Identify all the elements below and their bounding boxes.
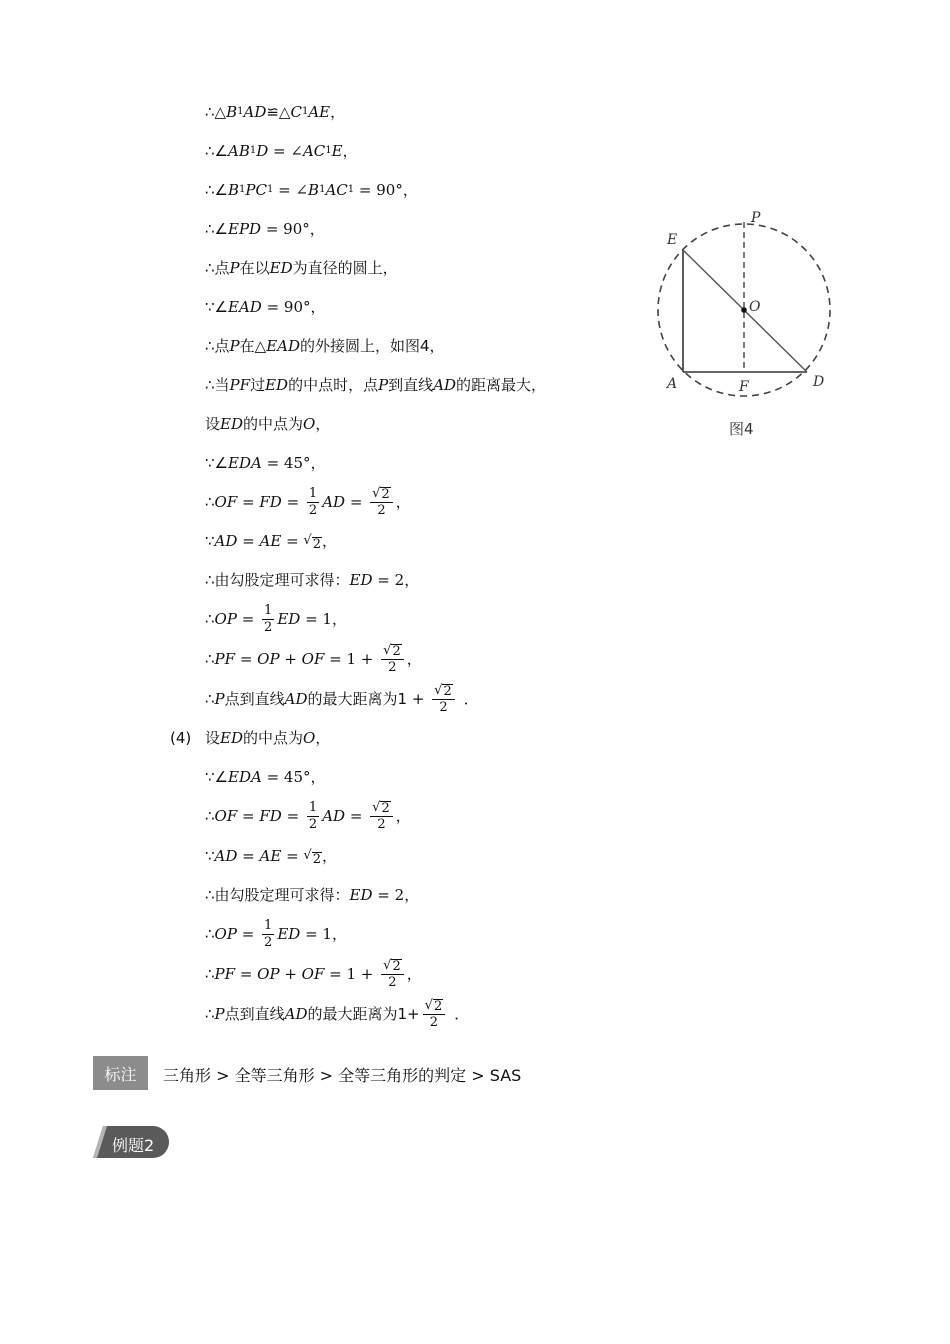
subscript: 1 — [237, 106, 244, 117]
radical-sign: √ — [383, 642, 392, 658]
text: = — [281, 847, 304, 865]
text: 设 — [205, 729, 221, 747]
label-a: A — [667, 376, 678, 392]
text: 的中点为 — [243, 729, 304, 747]
numerator: 1 — [264, 602, 273, 618]
text: ∴ — [205, 650, 215, 668]
text: ， — [404, 571, 420, 589]
math: ED — [349, 886, 373, 904]
denominator: 2 — [439, 699, 448, 715]
text: = — [236, 925, 260, 943]
fraction-sqrt2-over-2 — [432, 684, 455, 715]
text: 设 — [205, 415, 221, 433]
math: AD — [243, 103, 267, 121]
math: C — [290, 103, 302, 121]
annotation-label: 标注 — [93, 1056, 148, 1090]
denominator: 2 — [264, 619, 273, 635]
text: = 45° — [261, 768, 311, 786]
text: = — [281, 493, 304, 511]
numerator — [370, 487, 393, 503]
subscript: 1 — [266, 184, 274, 195]
math: B — [308, 181, 320, 199]
sqrt — [383, 959, 402, 973]
figure-4 — [650, 200, 850, 404]
math: ED — [220, 729, 243, 747]
text: ， — [395, 493, 411, 511]
fraction-sqrt2-over-2 — [423, 999, 446, 1030]
math: ED — [277, 610, 301, 628]
fraction-one-half — [307, 487, 319, 518]
sqrt — [303, 846, 322, 866]
numerator — [381, 644, 404, 660]
sqrt — [425, 999, 444, 1013]
subscript: 1 — [239, 184, 246, 195]
text: 在△ — [239, 337, 267, 355]
text: ， — [322, 847, 338, 865]
text: = — [236, 610, 260, 628]
radicand: 2 — [433, 998, 443, 1014]
denominator: 2 — [308, 816, 318, 832]
radicand: 2 — [312, 852, 321, 867]
text: ， — [406, 965, 422, 983]
fraction-one-half — [307, 801, 319, 832]
math: AB — [228, 142, 250, 160]
text: + — [279, 650, 302, 668]
subscript: 1 — [319, 184, 326, 195]
knowledge-path: 三角形 > 全等三角形 > 全等三角形的判定 > SAS — [163, 1066, 522, 1085]
denominator: 2 — [308, 502, 318, 518]
math: FD — [259, 493, 282, 511]
text: = 1 + — [324, 965, 379, 983]
text: = — [237, 807, 260, 825]
text: ． — [454, 1005, 470, 1023]
radicand: 2 — [443, 683, 452, 699]
math: EDA — [228, 768, 262, 786]
text: ， — [309, 220, 325, 238]
math: AE — [308, 103, 331, 121]
text: 过 — [250, 376, 266, 394]
text: = — [235, 965, 258, 983]
text: 的距离最大， — [456, 376, 547, 394]
math: EAD — [228, 298, 262, 316]
fraction-one-half — [262, 919, 274, 950]
text: = 2 — [372, 571, 405, 589]
text: ≌△ — [266, 103, 291, 121]
text: = — [237, 532, 260, 550]
text: 到直线 — [388, 376, 434, 394]
math: OF — [214, 493, 238, 511]
text: ∴ — [205, 690, 215, 708]
subscript: 1 — [347, 184, 355, 195]
math: OF — [301, 965, 325, 983]
radical-sign: √ — [372, 485, 381, 501]
math: AD — [322, 807, 346, 825]
math: AE — [259, 847, 282, 865]
text: ∴ — [205, 493, 215, 511]
math: O — [303, 729, 316, 747]
denominator: 2 — [388, 659, 397, 675]
math: OP — [214, 610, 237, 628]
proof-line-1 — [205, 93, 345, 131]
label-p: P — [751, 210, 761, 226]
text: ， — [404, 886, 420, 904]
math: P — [378, 376, 389, 394]
fraction-sqrt2-over-2 — [381, 959, 404, 990]
math: OP — [257, 650, 280, 668]
text: = ∠ — [268, 142, 303, 160]
label-e: E — [667, 232, 678, 248]
text: = — [345, 493, 368, 511]
math: AD — [284, 690, 308, 708]
proof-line-4 — [205, 210, 325, 248]
text: ， — [395, 807, 411, 825]
text: 点到直线 — [224, 1005, 285, 1023]
math: EAD — [266, 337, 300, 355]
text: ， — [342, 142, 358, 160]
proof-line-12 — [205, 522, 337, 560]
math: ED — [349, 571, 373, 589]
text: 在以 — [239, 259, 270, 277]
math: OP — [214, 925, 237, 943]
math: PF — [214, 650, 236, 668]
numerator — [370, 801, 393, 817]
math: ED — [269, 259, 293, 277]
text: ∴当 — [205, 376, 230, 394]
radical-sign: √ — [424, 997, 433, 1013]
math: PF — [229, 376, 251, 394]
text: ， — [330, 103, 346, 121]
radical-sign: √ — [303, 533, 312, 548]
math: B — [228, 181, 240, 199]
label-d: D — [813, 374, 825, 390]
text: ∴ — [205, 925, 215, 943]
text: = ∠ — [273, 181, 309, 199]
math: EDA — [228, 454, 262, 472]
fraction-one-half — [262, 604, 274, 635]
text: ∵ — [205, 532, 215, 550]
text: ∴△ — [205, 103, 227, 121]
text: = — [281, 532, 304, 550]
text: 为直径的圆上， — [292, 259, 398, 277]
text: ， — [315, 415, 331, 433]
text: ， — [331, 610, 347, 628]
math: AD — [322, 493, 346, 511]
math: AD — [214, 847, 238, 865]
text: = — [345, 807, 368, 825]
text: 的最大距离为1+ — [307, 1005, 420, 1023]
denominator: 2 — [388, 974, 397, 990]
text: ∴由勾股定理可求得： — [205, 571, 350, 589]
math: AD — [433, 376, 457, 394]
text: = 1 — [300, 610, 332, 628]
text: = 2 — [372, 886, 405, 904]
text: = 90° — [261, 298, 311, 316]
text: ∵∠ — [205, 454, 228, 472]
text: = — [237, 847, 260, 865]
text: ∴∠ — [205, 181, 228, 199]
text: = 1 + — [324, 650, 379, 668]
fraction-sqrt2-over-2 — [370, 801, 393, 832]
text: ∴点 — [205, 259, 230, 277]
math: P — [214, 690, 225, 708]
proof-line-22 — [205, 915, 347, 953]
denominator: 2 — [377, 502, 386, 518]
part-number: (4) — [170, 729, 192, 747]
text: 的中点为 — [243, 415, 304, 433]
text: ∴∠ — [205, 142, 228, 160]
denominator: 2 — [429, 1014, 439, 1030]
text: ∴由勾股定理可求得： — [205, 886, 350, 904]
text: 点到直线 — [224, 690, 285, 708]
text: ， — [322, 532, 338, 550]
proof-line-8 — [205, 366, 546, 404]
text: ， — [406, 650, 422, 668]
text: ， — [315, 729, 331, 747]
proof-line-7 — [205, 327, 445, 365]
math: OF — [301, 650, 325, 668]
proof-line-3 — [205, 171, 418, 209]
text: ∵ — [205, 847, 215, 865]
center-point-o — [741, 307, 747, 313]
proof-line-14 — [205, 600, 347, 638]
math: O — [303, 415, 316, 433]
subscript: 1 — [301, 106, 309, 117]
math: E — [331, 142, 343, 160]
math: ED — [277, 925, 301, 943]
denominator: 2 — [264, 934, 273, 950]
proof-line-16 — [205, 680, 479, 718]
numerator — [381, 959, 404, 975]
text: ∴点 — [205, 337, 230, 355]
text: = 1 — [300, 925, 332, 943]
math: AC — [325, 181, 348, 199]
text: ∴ — [205, 610, 215, 628]
example-title: 例题2 — [112, 1136, 155, 1155]
math: OF — [214, 807, 238, 825]
proof-line-2 — [205, 132, 358, 170]
radical-sign: √ — [372, 799, 381, 815]
text: ． — [463, 690, 479, 708]
sqrt — [383, 644, 402, 658]
numerator: 1 — [308, 799, 318, 815]
figure-caption: 图4 — [729, 420, 754, 438]
text: ∴ — [205, 807, 215, 825]
label-f: F — [739, 379, 749, 395]
radical-sign: √ — [383, 957, 392, 973]
text: ∴ — [205, 1005, 215, 1023]
text: 的最大距离为1 + — [307, 690, 430, 708]
text: = 45° — [261, 454, 311, 472]
subscript: 1 — [249, 145, 257, 156]
text: ， — [331, 925, 347, 943]
math: AD — [214, 532, 238, 550]
fraction-sqrt2-over-2 — [381, 644, 404, 675]
proof-line-13 — [205, 561, 419, 599]
proof-line-17 — [205, 719, 330, 757]
math: P — [214, 1005, 225, 1023]
radical-sign: √ — [434, 682, 443, 698]
text: ， — [402, 181, 418, 199]
proof-line-24 — [205, 995, 469, 1033]
text: 的中点时，点 — [288, 376, 379, 394]
proof-line-20 — [205, 837, 337, 875]
math: FD — [259, 807, 282, 825]
text: + — [279, 965, 302, 983]
text: 的外接圆上，如图4， — [300, 337, 445, 355]
proof-line-11 — [205, 483, 411, 521]
math: AC — [302, 142, 326, 160]
text: ， — [310, 768, 326, 786]
proof-line-10 — [205, 444, 326, 482]
numerator — [423, 999, 446, 1015]
numerator — [432, 684, 455, 700]
radicand: 2 — [392, 958, 401, 974]
proof-line-18 — [205, 758, 326, 796]
fraction-sqrt2-over-2 — [370, 487, 393, 518]
text: = 90° — [261, 220, 310, 238]
radical-sign: √ — [303, 848, 312, 863]
subscript: 1 — [325, 145, 332, 156]
text: = — [237, 493, 260, 511]
sqrt — [372, 801, 391, 815]
text: = — [281, 807, 304, 825]
proof-line-9 — [205, 405, 330, 443]
proof-line-5 — [205, 249, 398, 287]
math: P — [229, 337, 240, 355]
proof-line-21 — [205, 876, 419, 914]
math: ED — [220, 415, 243, 433]
text: ∴ — [205, 965, 215, 983]
text: ， — [310, 454, 326, 472]
numerator: 1 — [308, 485, 318, 501]
radicand: 2 — [381, 486, 390, 502]
math: AE — [259, 532, 282, 550]
math: PF — [214, 965, 236, 983]
text: ∵∠ — [205, 298, 228, 316]
proof-line-19 — [205, 797, 411, 835]
math: B — [226, 103, 238, 121]
label-o: O — [749, 299, 761, 315]
proof-line-15 — [205, 640, 422, 678]
math: ED — [265, 376, 289, 394]
sqrt — [303, 531, 322, 551]
text: ， — [310, 298, 326, 316]
math: EPD — [228, 220, 262, 238]
proof-line-23 — [205, 955, 422, 993]
math: OP — [257, 965, 280, 983]
sqrt — [372, 487, 391, 501]
circle-diagram — [650, 200, 850, 400]
sqrt — [434, 684, 453, 698]
text: ∵∠ — [205, 768, 228, 786]
denominator: 2 — [377, 816, 386, 832]
numerator: 1 — [264, 917, 273, 933]
text: ∴∠ — [205, 220, 228, 238]
radicand: 2 — [381, 800, 390, 816]
radicand: 2 — [312, 537, 321, 552]
math: AD — [284, 1005, 308, 1023]
radicand: 2 — [392, 643, 401, 659]
math: P — [229, 259, 240, 277]
math: PC — [245, 181, 267, 199]
text: = 90° — [354, 181, 403, 199]
math: D — [256, 142, 269, 160]
text: = — [235, 650, 258, 668]
proof-line-6 — [205, 288, 326, 326]
